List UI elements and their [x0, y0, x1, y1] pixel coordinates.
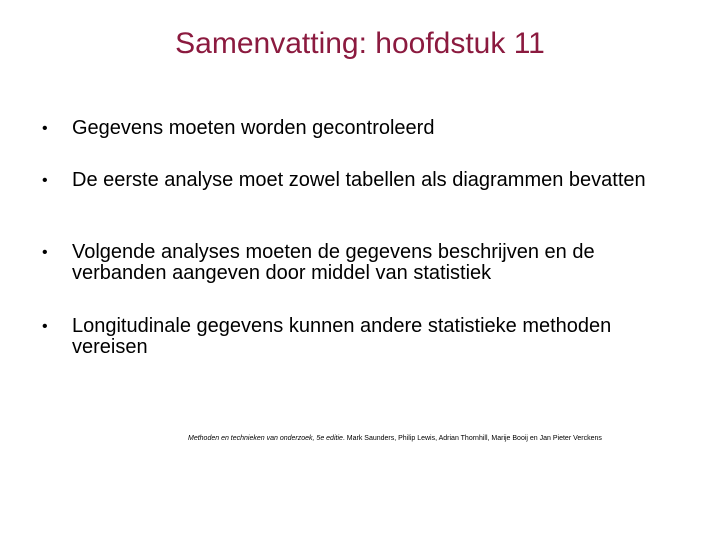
bullet-text: Volgende analyses moeten de gegevens beschrijven en de verbanden aangeven door middel van statistiek: [72, 241, 595, 284]
bullet-marker: •: [42, 244, 48, 261]
bullet-marker: •: [42, 318, 48, 335]
bullet-text: Longitudinale gegevens kunnen andere statistieke methoden vereisen: [72, 315, 612, 358]
bullet-text: Gegevens moeten worden gecontroleerd: [72, 117, 435, 139]
bullet-marker: •: [42, 120, 48, 137]
bullet-marker: •: [42, 172, 48, 189]
citation: [188, 434, 688, 443]
bullet-text: De eerste analyse moet zowel tabellen als diagrammen bevatten: [72, 169, 646, 191]
slide-title: Samenvatting: hoofdstuk 11: [175, 27, 545, 60]
citation-authors: . Mark Saunders, Philip Lewis, Adrian Thornhill, Marije Booij en Jan Pieter Verckens: [342, 435, 602, 442]
citation-book: Methoden en technieken van onderzoek, 5e editie: [188, 435, 343, 442]
bullet-item: [40, 118, 434, 139]
bullet-item: [40, 170, 680, 191]
bullet-item: [40, 242, 680, 284]
bullet-item: [40, 316, 632, 358]
